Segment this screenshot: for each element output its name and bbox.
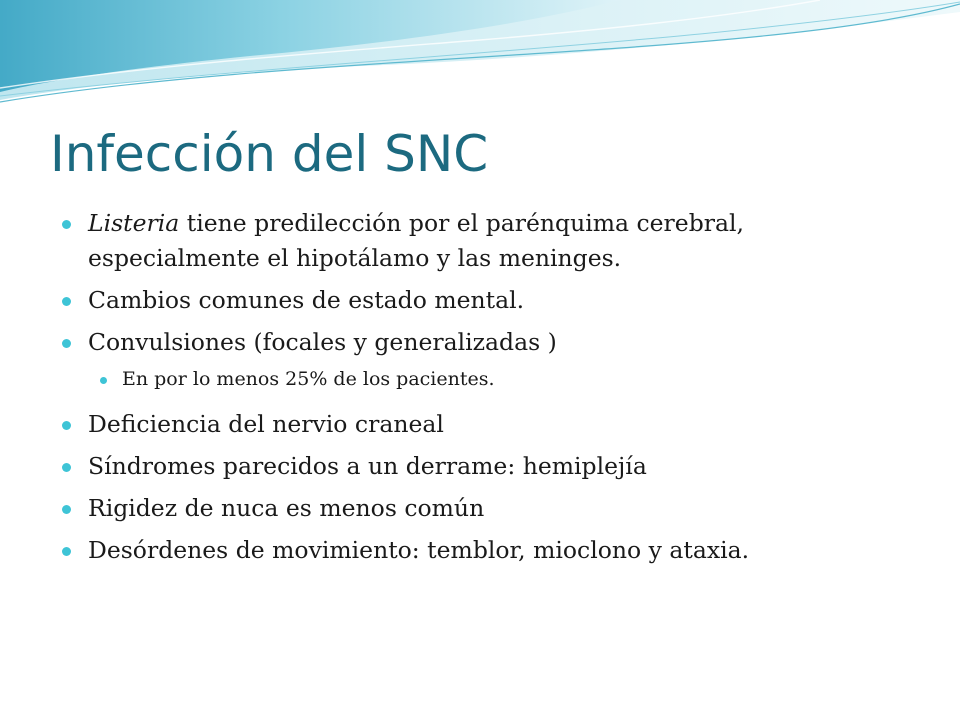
bullet-dot-icon [62, 339, 71, 348]
decorative-wave-header [0, 0, 960, 120]
bullet-item [56, 491, 906, 526]
bullet-item [56, 283, 906, 318]
bullet-dot-icon [62, 505, 71, 514]
bullet-dot-icon [62, 220, 71, 229]
bullet-item [56, 206, 906, 276]
bullet-text: En por lo menos 25% de los pacientes. [122, 368, 495, 390]
bullet-text: Rigidez de nuca es menos común [88, 494, 485, 522]
bullet-dot-icon [62, 421, 71, 430]
bullet-text: Convulsiones (focales y generalizadas ) [88, 328, 557, 356]
sub-bullet-item [96, 365, 906, 393]
bullet-dot-icon [62, 297, 71, 306]
bullet-item [56, 407, 906, 442]
bullet-item [56, 533, 906, 568]
bullet-item [56, 449, 906, 484]
bullet-text: tiene predilección por el parénquima cerebral, especialmente el hipotálamo y las meninges. [88, 209, 744, 272]
bullet-item [56, 325, 906, 360]
bullet-dot-icon [62, 463, 71, 472]
bullet-text: Síndromes parecidos a un derrame: hemiplejía [88, 452, 647, 480]
bullet-text: Desórdenes de movimiento: temblor, mioclono y ataxia. [88, 536, 750, 564]
bullet-emphasis: Listeria [88, 209, 180, 237]
bullet-dot-icon [100, 377, 107, 384]
bullet-dot-icon [62, 547, 71, 556]
bullet-text: Cambios comunes de estado mental. [88, 286, 525, 314]
bullet-text: Deficiencia del nervio craneal [88, 410, 444, 438]
bullet-list [56, 206, 906, 575]
slide-title: Infección del SNC [50, 125, 489, 183]
